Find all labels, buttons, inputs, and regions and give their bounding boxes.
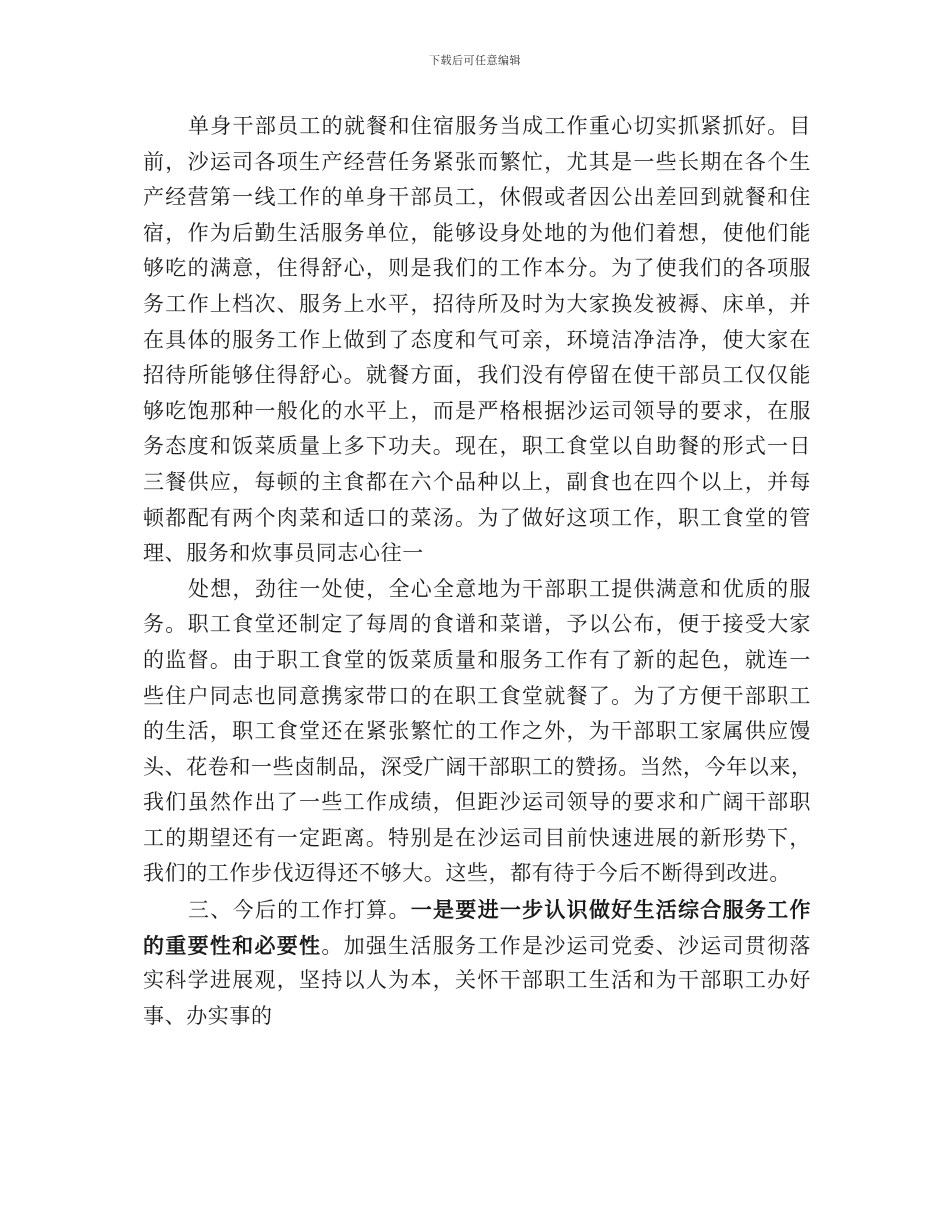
text-line: 够吃的满意，住得舒心，则是我们的工作本分。为了使我们的各项服	[143, 256, 811, 281]
text-line: 够吃饱那种一般化的水平上，而是严格根据沙运司领导的要求，在服	[143, 398, 811, 423]
text-line: 宿，作为后勤生活服务单位，能够设身处地的为他们着想，使他们能	[143, 220, 811, 245]
text-line: 顿都配有两个肉菜和适口的菜汤。为了做好这项工作，职工食堂的管	[143, 505, 811, 530]
text-line: 招待所能够住得舒心。就餐方面，我们没有停留在使干部员工仅仅能	[143, 363, 811, 388]
text-line: 理、服务和炊事员同志心往一	[143, 541, 424, 566]
text-line: 的生活，职工食堂还在紧张繁忙的工作之外，为干部职工家属供应馒	[143, 719, 811, 744]
page-header: 下载后可任意编辑	[429, 54, 521, 67]
text-line: 产经营第一线工作的单身干部员工，休假或者因公出差回到就餐和住	[143, 185, 811, 210]
paragraph-2	[143, 572, 811, 892]
emphasis-text: 一是要进一步认识做好生活综合服务工作	[410, 897, 811, 923]
text-line: 务。职工食堂还制定了每周的食谱和菜谱，予以公布，便于接受大家	[143, 612, 811, 637]
text-line: 三餐供应，每顿的主食都在六个品种以上，副食也在四个以上，并每	[143, 469, 811, 494]
section-heading: 三、今后的工作打算。	[188, 898, 411, 923]
document-body	[143, 109, 811, 1034]
paragraph-1	[143, 109, 811, 572]
body-text: 。加强生活服务工作是沙运司党委、沙运司贯彻落	[321, 933, 811, 958]
text-line: 事、办实事的	[143, 1003, 273, 1028]
text-line: 在具体的服务工作上做到了态度和气可亲，环境洁净洁净，使大家在	[143, 327, 811, 352]
text-line: 我们的工作步伐迈得还不够大。这些，都有待于今后不断得到改进。	[143, 861, 791, 886]
text-line: 务态度和饭菜质量上多下功夫。现在，职工食堂以自助餐的形式一日	[143, 434, 811, 459]
text-line: 头、花卷和一些卤制品，深受广阔干部职工的赞扬。当然，今年以来，	[143, 754, 813, 779]
text-line: 单身干部员工的就餐和住宿服务当成工作重心切实抓紧抓好。目	[188, 114, 811, 138]
text-line: 些住户同志也同意携家带口的在职工食堂就餐了。为了方便干部职工	[143, 683, 811, 708]
emphasis-text: 的重要性和必要性	[143, 932, 322, 958]
text-line: 工的期望还有一定距离。特别是在沙运司目前快速进展的新形势下，	[143, 825, 811, 850]
text-line: 务工作上档次、服务上水平，招待所及时为大家换发被褥、床单，并	[143, 291, 811, 316]
paragraph-3	[143, 892, 811, 1034]
text-line: 实科学进展观，坚持以人为本，关怀干部职工生活和为干部职工办好	[143, 968, 811, 993]
text-line: 处想，劲往一处使，全心全意地为干部职工提供满意和优质的服	[188, 576, 811, 601]
text-line: 的监督。由于职工食堂的饭菜质量和服务工作有了新的起色，就连一	[143, 647, 811, 672]
text-line	[143, 892, 811, 928]
text-line	[143, 928, 811, 964]
text-line: 我们虽然作出了一些工作成绩，但距沙运司领导的要求和广阔干部职	[143, 790, 811, 815]
text-line: 前，沙运司各项生产经营任务紧张而繁忙，尤其是一些长期在各个生	[143, 149, 811, 174]
